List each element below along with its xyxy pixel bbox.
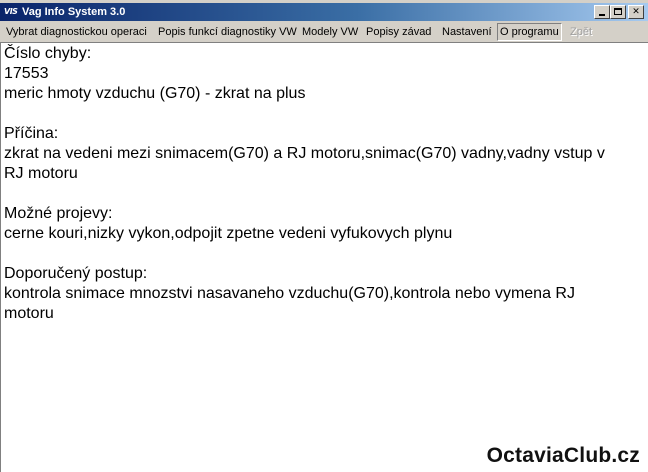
window-title: Vag Info System 3.0 [22,6,126,18]
error-number: 17553 [4,65,49,82]
minimize-icon [599,14,605,16]
menu-item-select-operation[interactable]: Vybrat diagnostickou operaci [6,26,147,38]
menu-item-settings[interactable]: Nastavení [442,26,492,38]
procedure-text-line-1: kontrola snimace mnozstvi nasavaneho vzduchu(G70),kontrola nebo vymena RJ [4,285,575,302]
error-number-heading: Číslo chyby: [4,45,92,62]
menu-item-back: Zpět [570,26,593,38]
symptoms-text: cerne kouri,nizky vykon,odpojit zpetne vedeni vyfukovych plynu [4,225,453,242]
cause-text-line-2: RJ motoru [4,165,78,182]
menu-item-diagnostics-functions[interactable]: Popis funkcí diagnostiky VW [158,26,297,38]
title-bar[interactable] [0,3,648,21]
menu-item-models[interactable]: Modely VW [302,26,359,38]
cause-heading: Příčina: [4,125,59,142]
procedure-text-line-2: motoru [4,305,54,322]
menu-item-about[interactable]: O programu [497,23,562,41]
watermark-logo: OctaviaClub.cz [486,444,640,467]
menu-item-fault-descriptions[interactable]: Popisy závad [366,26,432,38]
cause-text-line-1: zkrat na vedeni mezi snimacem(G70) a RJ motoru,snimac(G70) vadny,vadny vstup v [4,145,605,162]
procedure-heading: Doporučený postup: [4,265,148,282]
app-logo-icon: VIS [4,7,18,16]
maximize-button[interactable] [610,5,626,19]
symptoms-heading: Možné projevy: [4,205,113,222]
close-icon: ✕ [632,7,640,17]
error-description: meric hmoty vzduchu (G70) - zkrat na plus [4,85,306,102]
content-area [0,42,648,472]
menu-bar [0,22,648,42]
minimize-button[interactable] [594,5,610,19]
maximize-icon [614,8,622,15]
close-button[interactable] [628,5,644,19]
